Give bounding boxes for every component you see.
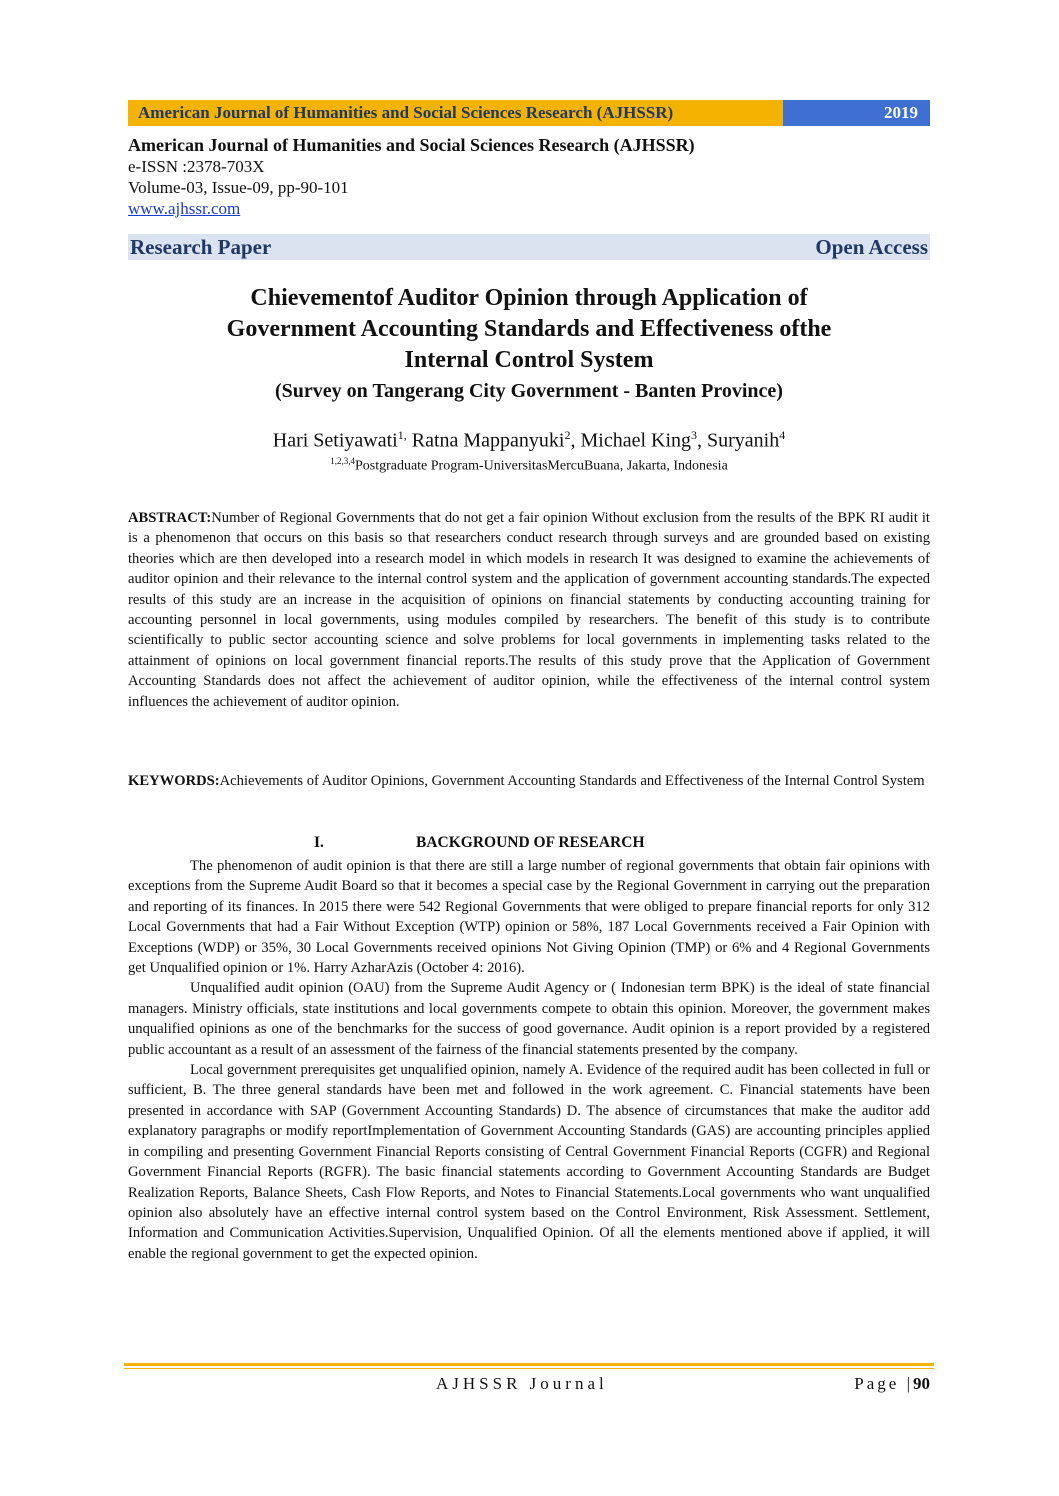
author-name: Hari Setiyawati [272, 429, 398, 452]
footer-rule [124, 1363, 934, 1366]
keywords-label: KEYWORDS: [128, 773, 220, 789]
volume-issue: Volume-03, Issue-09, pp-90-101 [128, 178, 349, 197]
author-affiliation-mark: 1, [397, 428, 407, 442]
affiliation [128, 456, 930, 475]
body-text [128, 856, 930, 1264]
title-line-1: Chievementof Auditor Opinion through Application of [250, 285, 808, 311]
running-header [128, 100, 930, 126]
affiliation-text: Postgraduate Program-UniversitasMercuBuana, Jakarta, Indonesia [354, 458, 728, 474]
journal-meta [128, 135, 695, 219]
footer-page [854, 1374, 930, 1394]
body-paragraph: Unqualified audit opinion (OAU) from the Supreme Audit Agency or ( Indonesian term BPK) is the ideal of state financial managers. Ministry officials, state institutions and local governments compete to obtain this opinion. Moreover, the government makes unqualified opinions as one of the benchmarks for the success of good governance. Audit opinion is a report provided by a registered public accountant as a result of an assessment of the fairness of the financial statements presented by the company. [128, 980, 930, 1058]
author-list: Hari Setiyawati$^{1,}$ Ratna Mappanyuki$^2$, Michael King$^3$, Suryanih$^4$ [272, 428, 786, 452]
paper-type-label: Research Paper [130, 234, 272, 259]
footer-rule-thin [124, 1368, 934, 1369]
abstract-text: Number of Regional Governments that do not get a fair opinion Without exclusion from the results of the BPK RI audit it is a phenomenon that occurs on this basis so that researchers conduct research through surveys and are grounded based on existing theories which are then developed into a research model in which models in research It was designed to examine the achievements of auditor opinion and their relevance to the internal control system and the application of government accounting standards.The expected results of this study are an increase in the acquisition of opinions on financial statements by conducting accounting training for accounting personnel in local governments, using modules compiled by researchers. The benefit of this study is to contribute scientifically to public sector accounting science and solve problems for local governments in implementing tasks related to the attainment of opinions on local government financial reports.The results of this study prove that the Application of Government Accounting Standards does not affect the achievement of auditor opinion, while the effectiveness of the internal control system influences the achievement of auditor opinion. [128, 510, 930, 710]
running-header-year: 2019 [783, 100, 930, 126]
footer-journal: AJHSSR Journal [436, 1374, 608, 1393]
author-name: Michael King [580, 429, 692, 452]
affiliation-mark: 1,2,3,4 [330, 456, 355, 466]
journal-name: American Journal of Humanities and Social Sciences Research (AJHSSR) [128, 135, 695, 155]
paper-subtitle: (Survey on Tangerang City Government - Banten Province) [275, 380, 783, 402]
author-affiliation-mark: 4 [779, 428, 786, 442]
title-line-3: Internal Control System [404, 347, 654, 373]
author-affiliation-mark: 2 [564, 428, 571, 442]
issn: e-ISSN :2378-703X [128, 157, 265, 176]
running-header-journal: American Journal of Humanities and Social Sciences Research (AJHSSR) [128, 100, 783, 126]
keywords-text: Achievements of Auditor Opinions, Government Accounting Standards and Effectiveness of the Internal Control System [219, 773, 925, 789]
title-line-2: Government Accounting Standards and Effectiveness ofthe [226, 316, 832, 342]
paper-title [128, 283, 930, 376]
abstract-label: ABSTRACT: [128, 510, 212, 526]
section-number: I. [314, 834, 324, 851]
access-label: Open Access [815, 234, 928, 259]
section-title: BACKGROUND OF RESEARCH [416, 834, 645, 851]
keywords [128, 771, 930, 791]
footer-page-number: 90 [913, 1374, 930, 1393]
paper-type-bar [128, 234, 930, 260]
abstract [128, 508, 930, 712]
footer-page-label: Page | [854, 1374, 913, 1393]
author-name: Ratna Mappanyuki [411, 429, 565, 452]
author-affiliation-mark: 3 [691, 428, 698, 442]
body-paragraph: The phenomenon of audit opinion is that there are still a large number of regional governments that obtain fair opinions with exceptions from the Supreme Audit Board so that it becomes a special case by the Regional Government in carrying out the preparation and reporting of its finances. In 2015 there were 542 Regional Governments that were obliged to prepare financial reports for only 312 Local Governments that had a Fair Without Exception (WTP) opinion or 58%, 187 Local Governments received a Fair Opinion with Exceptions (WDP) or 35%, 30 Local Governments received opinions Not Giving Opinion (TMP) or 6% and 4 Regional Governments get Unqualified opinion or 1%. Harry AzharAzis (October 4: 2016). [128, 858, 930, 977]
journal-url-link[interactable]: www.ajhssr.com [128, 199, 241, 218]
body-paragraph: Local government prerequisites get unqualified opinion, namely A. Evidence of the required audit has been collected in full or sufficient, B. The three general standards have been met and followed in the work agreement. C. Financial statements have been presented in accordance with SAP (Government Accounting Standards) D. The absence of circumstances that make the auditor add explanatory paragraphs or modify reportImplementation of Government Accounting Standards (GAS) are accounting principles applied in compiling and presenting Government Financial Reports consisting of Central Government Financial Reports (CGFR) and Regional Government Financial Reports (RGFR). The basic financial statements according to Government Accounting Standards are Budget Realization Reports, Balance Sheets, Cash Flow Reports, and Notes to Financial Statements.Local governments who want unqualified opinion also absolutely have an effective internal control system based on the Control Environment, Risk Assessment. Settlement, Information and Communication Activities.Supervision, Unqualified Opinion. Of all the elements mentioned above if applied, it will enable the regional government to get the expected opinion. [128, 1062, 930, 1262]
author-name: Suryanih [707, 429, 780, 452]
